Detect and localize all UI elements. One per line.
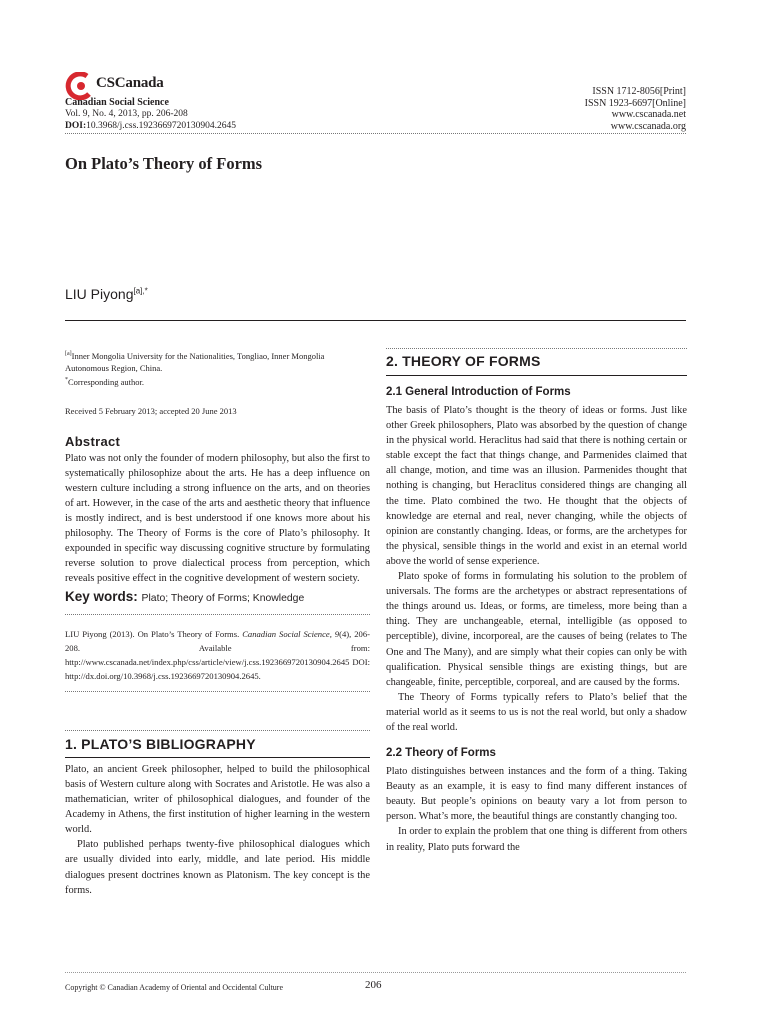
section2-paragraph-2: Plato spoke of forms in formulating his solution to the problem of universals. The forms are the archetypes or abstract representations of the things around us. Ideas, or forms, are timeless, more being than a thing. They are unchangeable, eternal, intelligible (as opposed to perceptible), divine, incorporeal, are the causes of being (relates to The One and The Many), and are simply what their copies can only be with qualification. Physical sensible things are existing things, but are changeable, finite, perceptible, corporeal, and are caused by the forms. bbox=[386, 571, 687, 688]
author bbox=[65, 286, 148, 302]
section1-divider bbox=[65, 730, 370, 731]
affiliation bbox=[65, 348, 370, 374]
section1-paragraph-1: Plato, an ancient Greek philosopher, helped to build the philosophical basis of Western culture along with Socrates and Aristotle. He was also a mathematician, writer of philosophical dialogues, and founder of the Academy in Athens, the first institution of higher learning in the western world. bbox=[65, 763, 370, 836]
issn-block bbox=[585, 86, 686, 132]
volume-info: Vol. 9, No. 4, 2013, pp. 206-208 bbox=[65, 109, 188, 119]
copyright: Copyright © Canadian Academy of Oriental and Occidental Culture bbox=[65, 983, 284, 992]
received-dates: Received 5 February 2013; accepted 20 June 2013 bbox=[65, 405, 237, 416]
section2-paragraph-3: The Theory of Forms typically refers to Plato’s belief that the material world as it seems to us is not the real world, but only a shadow of the real world. bbox=[386, 691, 687, 733]
corresponding-note bbox=[65, 374, 370, 388]
section2-heading: 2. THEORY OF FORMS bbox=[386, 353, 541, 369]
citation-part2[interactable]: (4), 206-208. Available from: http://www.cscanada.net/index.php/css/article/view/j.css.1923669720130904.2645 DOI: http://dx.doi.org/10.3968/j.css.1923669720130904.2645. bbox=[65, 628, 370, 681]
section2-paragraph-4: Plato distinguishes between instances and the form of a thing. Taking Beauty as an example, it is easy to find many different instances of beauty. But people’s opinions on beauty vary a lot from person to person. What’s more, the beautiful things are constantly changing too. bbox=[386, 766, 687, 823]
paper-title: On Plato’s Theory of Forms bbox=[65, 154, 263, 173]
section2-paragraph-1: The basis of Plato’s thought is the theory of ideas or forms. Just like other Greek philosophers, Plato was absorbed by the question of change in the physical world. Heraclitus had said that there is nothing certain or stable except the fact that things change, and Parmenides claimed that all change, motion, and time was an illusion. Parmenides thought that nothing is changing, but Heraclitus considered things are changing all the time. Plato combined the two. He thought that the objects of knowledge are eternal and real, never changing, while the objects of opinion are constantly changing. Ideas, or forms, are the archetypes for the physical, sensible things in the world and exist in an eternal world above the world of sense experience. bbox=[386, 405, 687, 567]
doi-line bbox=[65, 121, 236, 131]
section1-heading: 1. PLATO’S BIBLIOGRAPHY bbox=[65, 735, 256, 752]
journal-url-net[interactable]: www.cscanada.net bbox=[611, 109, 686, 120]
section2-divider bbox=[386, 348, 687, 349]
keywords bbox=[65, 589, 370, 604]
header-divider bbox=[65, 133, 686, 134]
section1-paragraph-2: Plato published perhaps twenty-five philosophical dialogues which are usually divided into early, middle, and late period. His middle dialogues present doctrines known as Platonism. The key concept is the forms. bbox=[65, 839, 370, 896]
author-name: LIU Piyong bbox=[65, 286, 134, 302]
cscanada-logo-icon bbox=[65, 72, 99, 100]
doi-value[interactable]: 10.3968/j.css.1923669720130904.2645 bbox=[86, 121, 237, 131]
right-column bbox=[386, 348, 687, 855]
section2-paragraph-5: In order to explain the problem that one thing is different from others in reality, Plato puts forward the bbox=[386, 826, 687, 853]
citation-journal: Canadian Social Science, 9 bbox=[242, 628, 340, 639]
keywords-label: Key words: bbox=[65, 588, 138, 604]
author-sup: [a],* bbox=[133, 286, 148, 296]
left-column bbox=[65, 348, 370, 898]
subsection-2-1-heading: 2.1 General Introduction of Forms bbox=[386, 386, 571, 398]
section2-underline bbox=[386, 375, 687, 376]
issn-print: ISSN 1712-8056[Print] bbox=[592, 86, 686, 97]
footer-divider bbox=[65, 972, 686, 973]
issn-online: ISSN 1923-6697[Online] bbox=[584, 97, 686, 109]
journal-url-org[interactable]: www.cscanada.org bbox=[610, 120, 686, 132]
citation bbox=[65, 627, 370, 683]
citation-end-divider bbox=[65, 691, 370, 692]
publisher-name: CSCanada bbox=[96, 75, 164, 91]
page-number: 206 bbox=[365, 979, 382, 991]
citation-part1: LIU Piyong (2013). On Plato’s Theory of Forms. bbox=[65, 628, 240, 639]
affiliation-text: Inner Mongolia University for the Nationalities, Tongliao, Inner Mongolia Autonomous Region, China. bbox=[65, 350, 325, 373]
affiliation-sup: [a] bbox=[65, 351, 72, 357]
citation-divider bbox=[65, 614, 370, 615]
journal-name: Canadian Social Science bbox=[65, 97, 169, 108]
title-divider bbox=[65, 320, 686, 321]
section1-underline bbox=[65, 757, 370, 758]
subsection-2-2-heading: 2.2 Theory of Forms bbox=[386, 747, 496, 760]
doi-label: DOI: bbox=[65, 121, 87, 131]
abstract-heading: Abstract bbox=[65, 433, 121, 449]
keywords-text: Plato; Theory of Forms; Knowledge bbox=[141, 592, 305, 604]
corr-text: Corresponding author. bbox=[68, 376, 145, 387]
corr-sup: * bbox=[65, 376, 68, 383]
abstract-text: Plato was not only the founder of modern philosophy, but also the first to systematically philosophize about the arts. He has a deep influence on western culture including a strong influence on the arts, and on theories of art. However, in the case of the arts and aesthetic theory that influence is mostly indirect, and is best understood if one knows more about his philosophy. The Theory of Forms is the core of Plato’s philosophy. It expounded in specific way discussing cognitive structure by formulating reverse solution to prove dialectical process from perception, which reveals positive effect in the cognitive development of western society. bbox=[65, 452, 370, 585]
